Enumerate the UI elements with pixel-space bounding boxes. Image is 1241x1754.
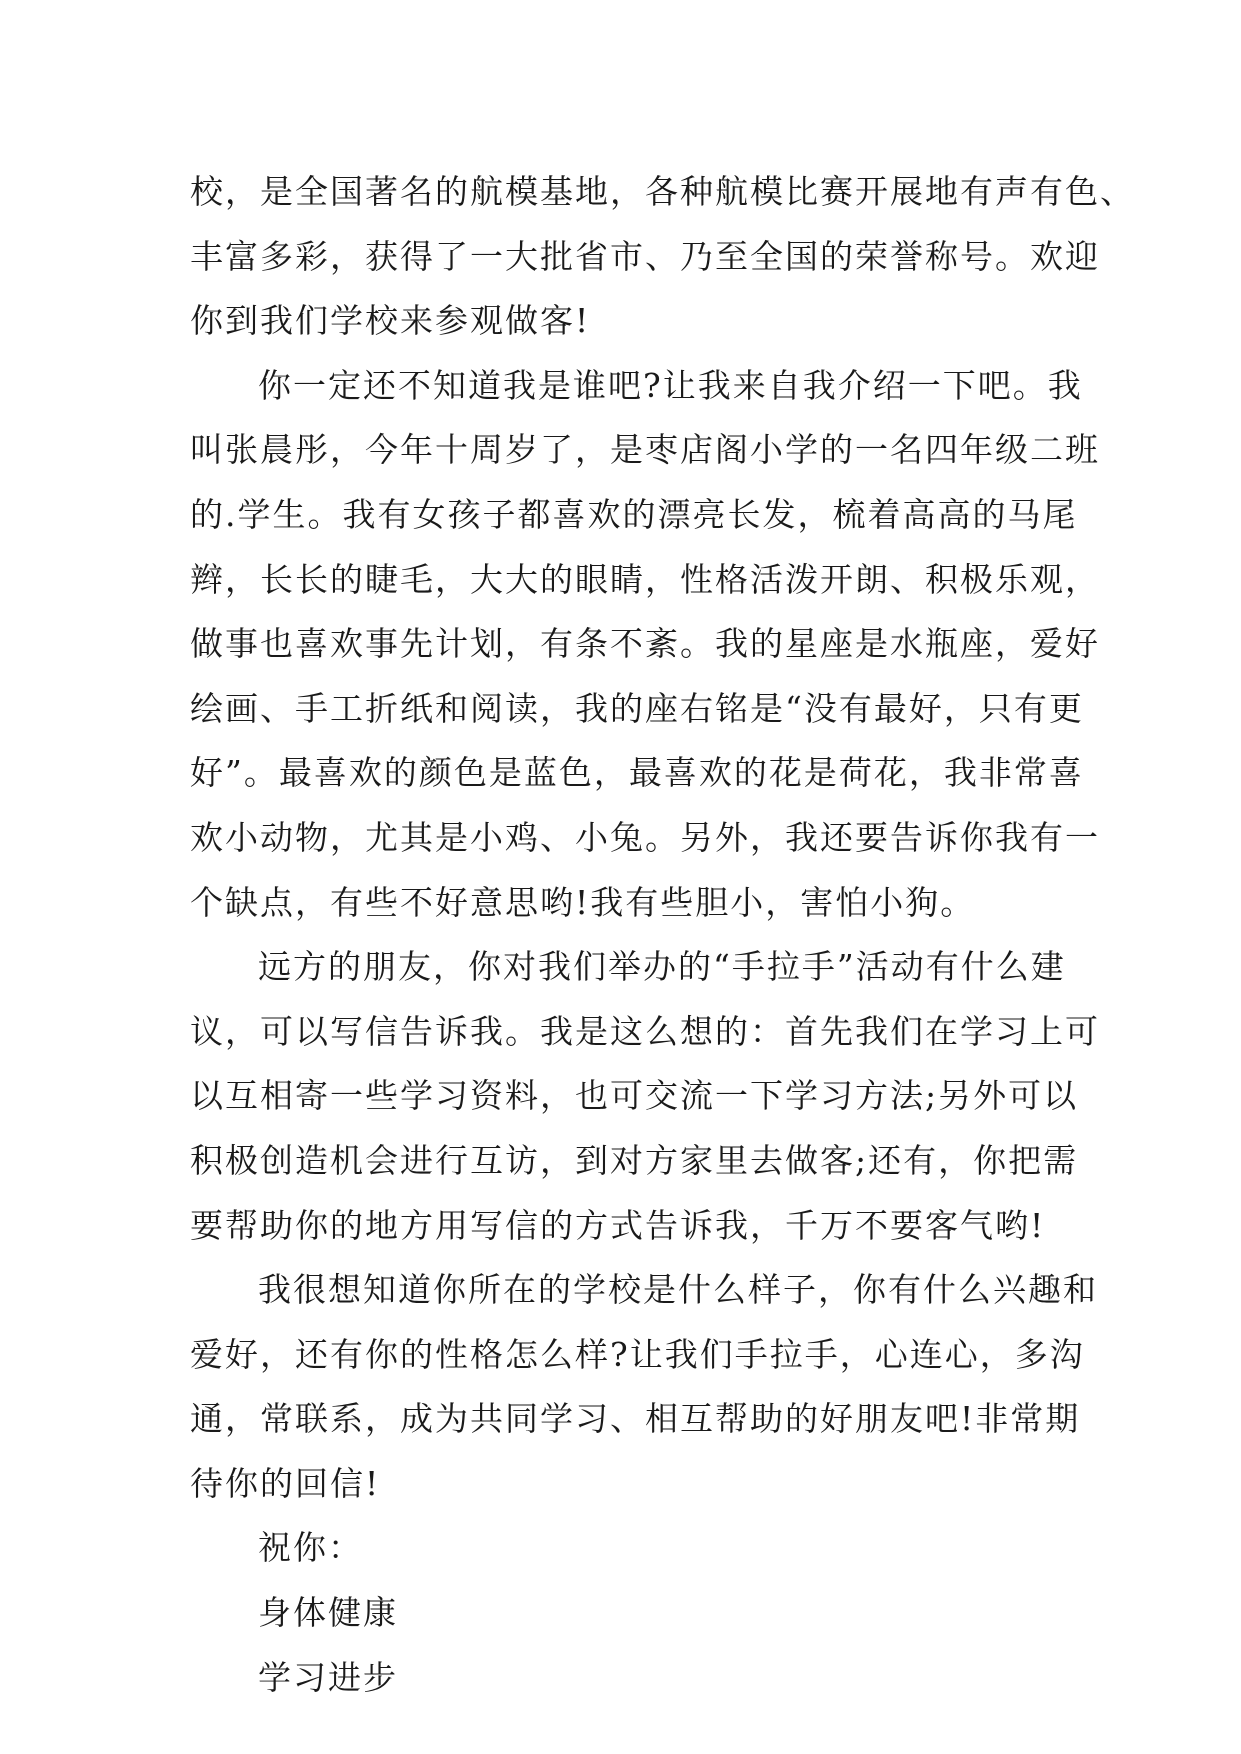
text-line: 学习进步	[258, 1657, 398, 1697]
text-line: 爱好，还有你的性格怎么样?让我们手拉手，心连心，多沟	[190, 1334, 1085, 1374]
text-line: 通，常联系，成为共同学习、相互帮助的好朋友吧!非常期	[190, 1399, 1081, 1439]
text-line: 个缺点，有些不好意思哟!我有些胆小，害怕小狗。	[190, 882, 976, 922]
text-line: 积极创造机会进行互访，到对方家里去做客;还有，你把需	[190, 1140, 1079, 1180]
text-line: 我很想知道你所在的学校是什么样子，你有什么兴趣和	[258, 1270, 1098, 1310]
text-line: 叫张晨彤，今年十周岁了，是枣店阁小学的一名四年级二班	[190, 430, 1100, 470]
letter-body	[190, 160, 1135, 1710]
text-line: 祝你：	[258, 1528, 363, 1568]
text-line: 做事也喜欢事先计划，有条不紊。我的星座是水瓶座，爱好	[190, 624, 1100, 664]
text-line: 丰富多彩，获得了一大批省市、乃至全国的荣誉称号。欢迎	[190, 236, 1100, 276]
text-line: 欢小动物，尤其是小鸡、小兔。另外，我还要告诉你我有一	[190, 817, 1100, 857]
text-line: 身体健康	[258, 1593, 398, 1633]
text-line: 待你的回信!	[190, 1463, 381, 1503]
text-line: 好”。最喜欢的颜色是蓝色，最喜欢的花是荷花，我非常喜	[190, 753, 1084, 793]
text-line: 的.学生。我有女孩子都喜欢的漂亮长发，梳着高高的马尾	[190, 494, 1078, 534]
text-line: 要帮助你的地方用写信的方式告诉我，千万不要客气哟!	[190, 1205, 1046, 1245]
text-line: 你到我们学校来参观做客!	[190, 301, 591, 341]
text-line: 校，是全国著名的航模基地，各种航模比赛开展地有声有色、	[190, 172, 1135, 211]
text-line: 以互相寄一些学习资料，也可交流一下学习方法;另外可以	[190, 1076, 1079, 1116]
text-line: 远方的朋友，你对我们举办的“手拉手”活动有什么建	[258, 947, 1066, 987]
text-line: 你一定还不知道我是谁吧?让我来自我介绍一下吧。我	[258, 365, 1083, 405]
text-line: 绘画、手工折纸和阅读，我的座右铭是“没有最好，只有更	[190, 688, 1084, 728]
text-line: 议，可以写信告诉我。我是这么想的：首先我们在学习上可	[190, 1011, 1100, 1051]
text-line: 辫，长长的睫毛，大大的眼睛，性格活泼开朗、积极乐观，	[190, 559, 1100, 599]
